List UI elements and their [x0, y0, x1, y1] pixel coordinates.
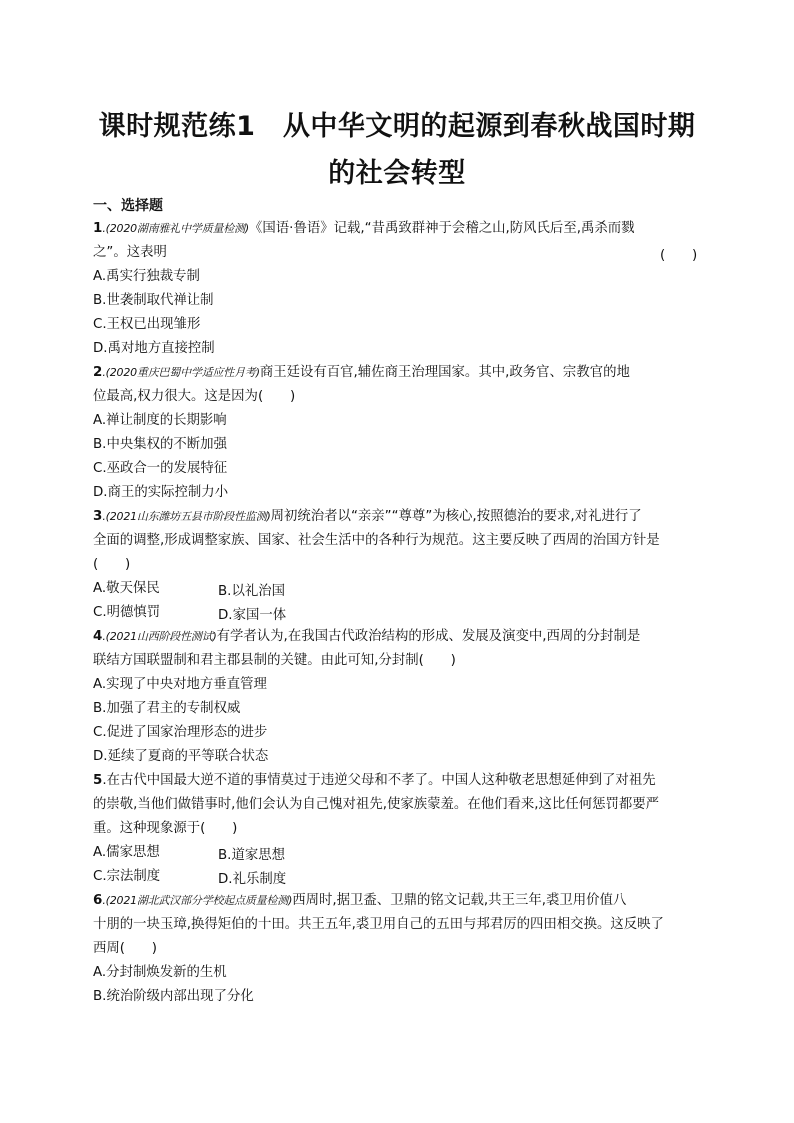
option-b: B.加强了君主的专制权威	[93, 701, 241, 716]
answer-bracket: ( )	[660, 248, 698, 263]
question-2-line-1	[93, 364, 630, 382]
option-b: B.道家思想	[218, 848, 286, 863]
question-text: .在古代中国最大逆不道的事情莫过于违逆父母和不孝了。中国人这种敬老思想延伸到了对祖先	[102, 773, 656, 788]
option-b: B.中央集权的不断加强	[93, 437, 227, 452]
question-text: 西周时,据卫盉、卫鼎的铭文记载,共王三年,裘卫用价值八	[292, 893, 627, 908]
option-d: D.礼乐制度	[218, 872, 287, 887]
question-4-line-2: 联结方国联盟制和君主郡县制的关键。由此可知,分封制( )	[93, 653, 456, 668]
question-number: 6	[93, 893, 103, 908]
question-3-line-2: 全面的调整,形成调整家族、国家、社会生活中的各种行为规范。这主要反映了西周的治国方针是	[93, 533, 660, 548]
option-c: C.促进了国家治理形态的进步	[93, 725, 268, 740]
option-a: A.禹实行独裁专制	[93, 269, 200, 284]
section-heading: 一、选择题	[93, 198, 163, 214]
option-c: C.王权已出现雏形	[93, 317, 201, 332]
question-text: 有学者认为,在我国古代政治结构的形成、发展及演变中,西周的分封制是	[216, 629, 641, 644]
option-d: D.禹对地方直接控制	[93, 341, 215, 356]
question-source: .(2021湖北武汉部分学校起点质量检测)	[102, 894, 293, 907]
question-3-line-1	[93, 508, 642, 526]
question-number: 1	[93, 221, 103, 236]
question-source: .(2021山东潍坊五县市阶段性监测)	[102, 510, 271, 523]
question-3-line-3: ( )	[93, 557, 131, 572]
option-c: C.巫政合一的发展特征	[93, 461, 228, 476]
question-2-line-2: 位最高,权力很大。这是因为( )	[93, 389, 296, 404]
question-number: 2	[93, 365, 103, 380]
option-a: A.敬天保民	[93, 581, 160, 596]
question-source: .(2020重庆巴蜀中学适应性月考)	[102, 366, 260, 379]
question-4-line-1	[93, 628, 640, 646]
option-b: B.统治阶级内部出现了分化	[93, 989, 254, 1004]
option-d: D.家国一体	[218, 608, 287, 623]
option-a: A.分封制焕发新的生机	[93, 965, 227, 980]
question-6-line-2: 十朋的一块玉璋,换得矩伯的十田。共王五年,裘卫用自己的五田与邦君厉的四田相交换。这反映了	[93, 917, 664, 932]
question-text: 商王廷设有百官,辅佐商王治理国家。其中,政务官、宗教官的地	[259, 365, 630, 380]
page-title-line-1: 课时规范练1 从中华文明的起源到春秋战国时期	[98, 111, 696, 142]
option-a: A.实现了中央对地方垂直管理	[93, 677, 267, 692]
question-1-line-2: 之”。这表明	[93, 245, 167, 260]
option-d: D.延续了夏商的平等联合状态	[93, 749, 269, 764]
question-1-line-1	[93, 220, 635, 238]
question-source: .(2021山西阶段性测试)	[102, 630, 217, 643]
option-b: B.以礼治国	[218, 584, 286, 599]
question-number: 3	[93, 509, 103, 524]
question-text: 《国语·鲁语》记载,“昔禹致群神于会稽之山,防风氏后至,禹杀而戮	[249, 221, 635, 236]
question-5-line-3: 重。这种现象源于( )	[93, 821, 238, 836]
question-5-line-1	[93, 772, 656, 790]
question-source: .(2020湖南雅礼中学质量检测)	[102, 222, 250, 235]
question-text: 周初统治者以“亲亲”“尊尊”为核心,按照德治的要求,对礼进行了	[270, 509, 642, 524]
question-5-line-2: 的崇敬,当他们做错事时,他们会认为自己愧对祖先,使家族蒙羞。在他们看来,这比任何惩罚都要严	[93, 797, 660, 812]
question-6-line-3: 西周( )	[93, 941, 158, 956]
option-d: D.商王的实际控制力小	[93, 485, 229, 500]
option-c: C.明德慎罚	[93, 605, 161, 620]
option-c: C.宗法制度	[93, 869, 161, 884]
question-number: 5	[93, 773, 103, 788]
question-number: 4	[93, 629, 103, 644]
option-a: A.禅让制度的长期影响	[93, 413, 227, 428]
option-a: A.儒家思想	[93, 845, 160, 860]
question-6-line-1	[93, 892, 626, 910]
option-b: B.世袭制取代禅让制	[93, 293, 214, 308]
page-title-line-2: 的社会转型	[328, 158, 466, 189]
